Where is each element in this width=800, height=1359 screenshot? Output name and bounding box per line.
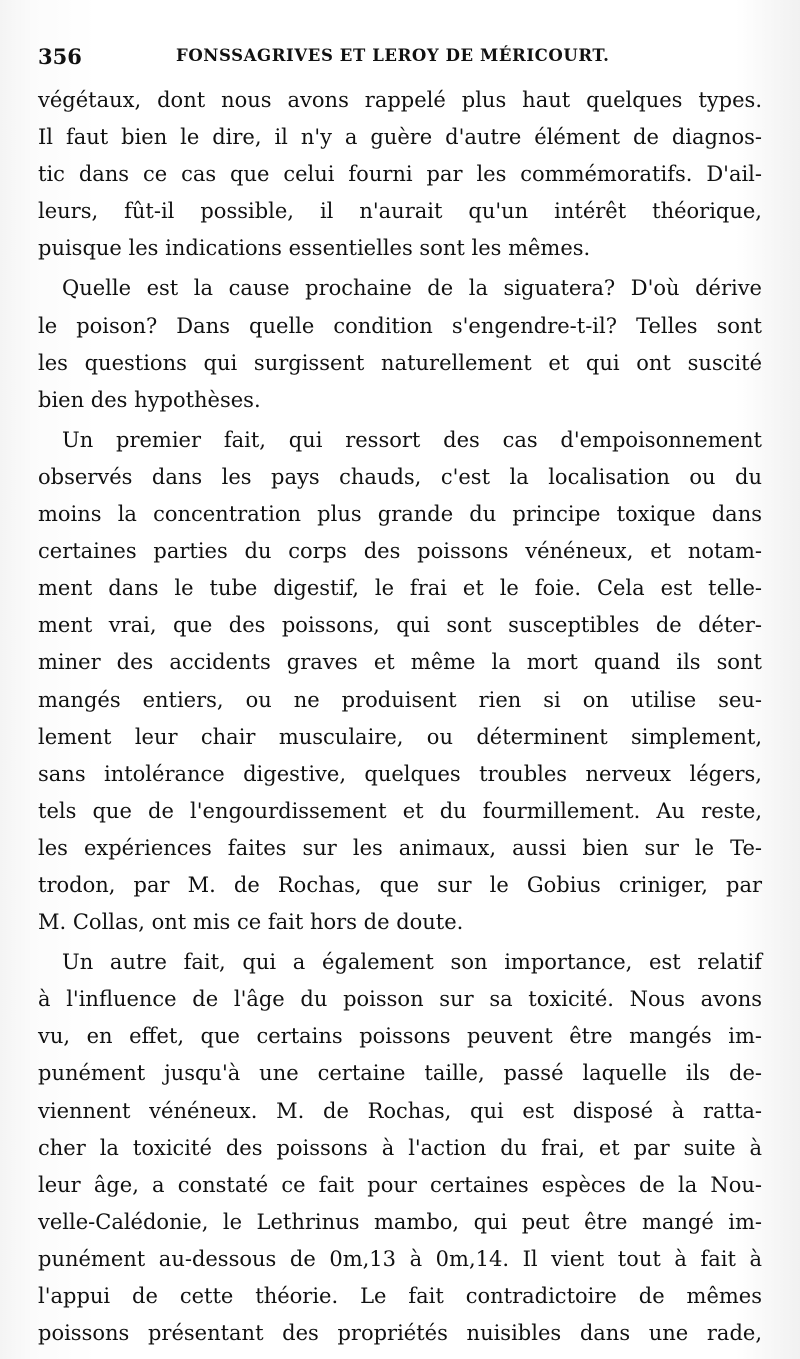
paragraph xyxy=(38,422,762,941)
paragraph xyxy=(38,270,762,418)
text-line: poissons présentant des propriétés nuisibles dans une rade, xyxy=(38,1321,762,1346)
text-line: M. Collas, ont mis ce fait hors de doute. xyxy=(38,910,464,935)
text-line: à l'influence de l'âge du poisson sur sa toxicité. Nous avons xyxy=(38,987,762,1012)
text-line: certaines parties du corps des poissons vénéneux, et notam- xyxy=(38,539,762,564)
text-line: sans intolérance digestive, quelques troubles nerveux légers, xyxy=(38,761,762,786)
text-line: observés dans les pays chauds, c'est la localisation ou du xyxy=(38,464,762,489)
running-head xyxy=(38,44,760,74)
text-line: vu, en effet, que certains poissons peuvent être mangés im- xyxy=(38,1024,762,1049)
text-line: l'appui de cette théorie. Le fait contradictoire de mêmes xyxy=(38,1284,762,1308)
text-line: tels que de l'engourdissement et du fourmillement. Au reste, xyxy=(38,798,762,823)
text-line: tic dans ce cas que celui fourni par les commémoratifs. D'ail- xyxy=(38,162,762,187)
text-line: moins la concentration plus grande du principe toxique dans xyxy=(38,502,762,527)
text-line: leur âge, a constaté ce fait pour certaines espèces de la Nou- xyxy=(38,1172,762,1197)
text-line: ment dans le tube digestif, le frai et le foie. Cela est telle- xyxy=(38,576,762,601)
text-line: bien des hypothèses. xyxy=(38,387,261,412)
paragraph xyxy=(38,944,762,1352)
text-line: cher la toxicité des poissons à l'action du frai, et par suite à xyxy=(38,1135,762,1160)
text-line: punément au-dessous de 0m,13 à 0m,14. Il vient tout à fait à xyxy=(38,1246,762,1271)
page-number: 356 xyxy=(38,44,82,69)
text-line: mangés entiers, ou ne produisent rien si on utilise seu- xyxy=(38,687,762,712)
text-line: puisque les indications essentielles sont les mêmes. xyxy=(38,236,591,261)
text-line: les questions qui surgissent naturellement et qui ont suscité xyxy=(38,350,762,375)
paragraph xyxy=(38,82,762,267)
text-line: leurs, fût-il possible, il n'aurait qu'un intérêt théorique, xyxy=(38,199,762,224)
text-line: velle-Calédonie, le Lethrinus mambo, qui peut être mangé im- xyxy=(38,1209,762,1234)
text-line: Quelle est la cause prochaine de la siguatera? D'où dérive xyxy=(62,276,762,301)
text-line: lement leur chair musculaire, ou déterminent simplement, xyxy=(38,724,762,749)
text-line: les expériences faites sur les animaux, aussi bien sur le Te- xyxy=(38,835,762,860)
text-line: viennent vénéneux. M. de Rochas, qui est disposé à ratta- xyxy=(38,1098,762,1123)
text-line: végétaux, dont nous avons rappelé plus haut quelques types. xyxy=(38,88,762,112)
text-line: le poison? Dans quelle condition s'engendre-t-il? Telles sont xyxy=(38,313,762,338)
body-text xyxy=(38,82,762,1352)
text-line: punément jusqu'à une certaine taille, passé laquelle ils de- xyxy=(38,1061,762,1086)
text-line: ment vrai, que des poissons, qui sont susceptibles de déter- xyxy=(38,613,762,638)
text-line: Il faut bien le dire, il n'y a guère d'autre élément de diagnos- xyxy=(38,125,762,150)
text-line: trodon, par M. de Rochas, que sur le Gobius criniger, par xyxy=(38,872,762,897)
running-title: FONSSAGRIVES ET LEROY DE MÉRICOURT. xyxy=(176,46,610,65)
text-line: Un premier fait, qui ressort des cas d'empoisonnement xyxy=(62,427,762,452)
text-line: Un autre fait, qui a également son importance, est relatif xyxy=(62,950,762,975)
text-line: miner des accidents graves et même la mort quand ils sont xyxy=(38,650,762,675)
